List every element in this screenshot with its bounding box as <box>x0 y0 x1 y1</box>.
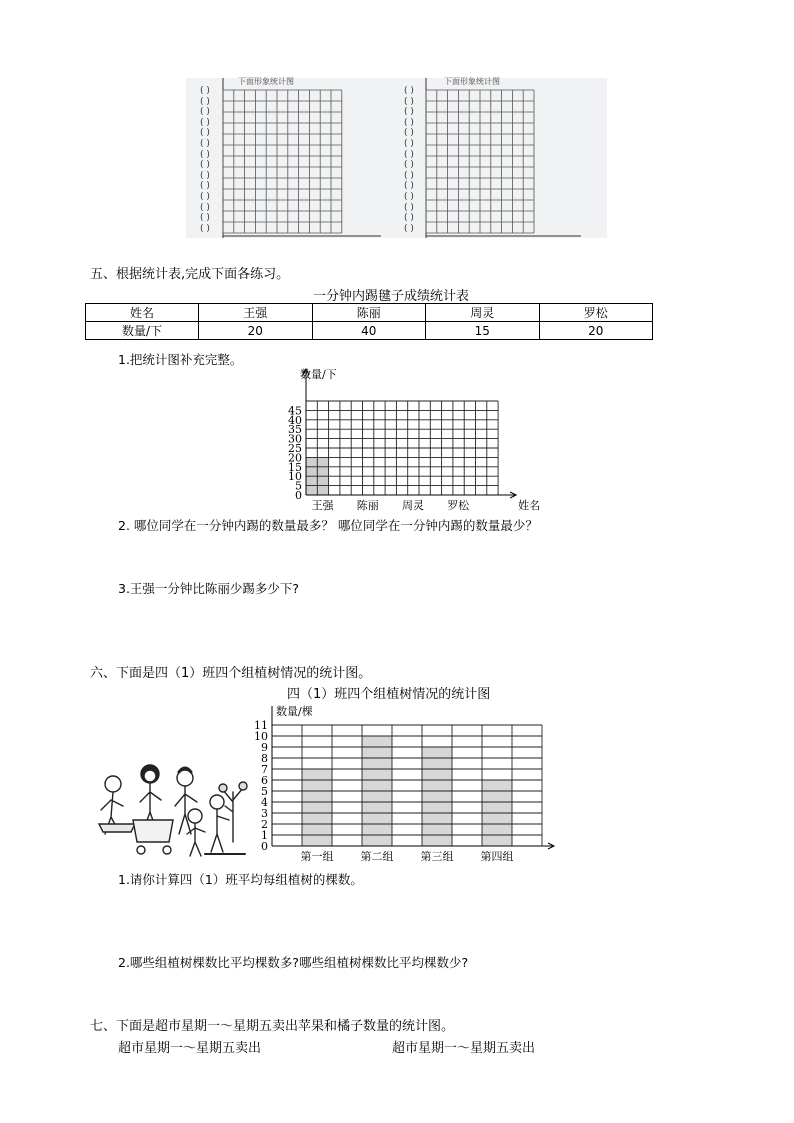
right-grid-title: 下面形象统计图 <box>444 77 500 86</box>
y-tick-label: 35 <box>288 423 302 437</box>
blank-paren: ( ) <box>200 223 210 234</box>
y-tick-label: 40 <box>288 413 302 427</box>
y-tick-label: 2 <box>261 818 268 831</box>
blank-paren: ( ) <box>200 149 210 160</box>
blank-paren: ( ) <box>200 138 210 149</box>
blank-paren: ( ) <box>200 160 210 171</box>
blank-paren: ( ) <box>404 149 414 160</box>
x-tick-label: 罗松 <box>447 499 470 512</box>
top-chart-image <box>186 78 607 238</box>
section7-right-caption: 超市星期一～星期五卖出 <box>392 1041 536 1056</box>
blank-paren: ( ) <box>200 202 210 213</box>
section5-heading: 五、根据统计表,完成下面各练习。 <box>90 267 290 282</box>
x-tick-label: 第四组 <box>480 850 514 863</box>
right-paren-column <box>404 86 414 234</box>
section6-heading: 六、下面是四（1）班四个组植树情况的统计图。 <box>90 666 372 681</box>
y-tick-label: 3 <box>261 807 268 820</box>
blank-paren: ( ) <box>200 181 210 192</box>
kick-count-chart <box>270 365 541 515</box>
y-axis-label: 数量/棵 <box>276 705 313 718</box>
blank-paren: ( ) <box>404 181 414 192</box>
y-tick-label: 0 <box>261 840 268 853</box>
y-tick-label: 30 <box>288 432 302 446</box>
x-tick-label: 第二组 <box>360 850 394 863</box>
y-tick-label: 25 <box>288 442 302 455</box>
y-axis-label: 数量/下 <box>300 368 337 381</box>
blank-paren: ( ) <box>404 202 414 213</box>
left-grid-title: 下面形象统计图 <box>238 77 294 86</box>
children-illustration <box>95 762 255 862</box>
blank-paren: ( ) <box>200 96 210 107</box>
blank-paren: ( ) <box>404 96 414 107</box>
section6-question-2: 2.哪些组植树棵数比平均棵数多?哪些组植树棵数比平均棵数少? <box>118 955 469 970</box>
blank-paren: ( ) <box>404 160 414 171</box>
blank-paren: ( ) <box>200 107 210 118</box>
x-tick-label: 陈丽 <box>356 499 379 512</box>
y-tick-label: 6 <box>261 774 268 787</box>
y-tick-label: 4 <box>261 796 268 809</box>
blank-paren: ( ) <box>404 138 414 149</box>
x-tick-label: 周灵 <box>402 499 424 512</box>
table-value-cell: 20 <box>199 322 313 340</box>
y-tick-label: 5 <box>261 785 268 798</box>
y-tick-label: 7 <box>261 763 268 776</box>
table-value-cell: 40 <box>312 322 426 340</box>
y-tick-label: 8 <box>261 752 268 765</box>
y-tick-label: 1 <box>261 829 268 842</box>
section5-question-3: 3.王强一分钟比陈丽少踢多少下? <box>118 581 300 596</box>
y-tick-label: 5 <box>295 479 302 493</box>
y-tick-label: 9 <box>261 741 268 754</box>
blank-paren: ( ) <box>404 107 414 118</box>
x-tick-label: 王强 <box>311 499 334 512</box>
blank-paren: ( ) <box>404 191 414 202</box>
stat-table <box>85 303 653 340</box>
blank-paren: ( ) <box>404 117 414 128</box>
table-header-cell: 姓名 <box>86 304 199 322</box>
blank-paren: ( ) <box>404 128 414 139</box>
tree-chart-title: 四（1）班四个组植树情况的统计图 <box>287 687 491 702</box>
top-grids <box>186 78 607 238</box>
tree-planting-chart <box>240 702 560 862</box>
table-row <box>86 304 653 322</box>
bar <box>302 769 332 846</box>
y-tick-label: 10 <box>288 470 302 484</box>
table-name-cell: 陈丽 <box>312 304 426 322</box>
y-tick-label: 0 <box>295 489 302 502</box>
blank-paren: ( ) <box>404 223 414 234</box>
table-name-cell: 周灵 <box>426 304 540 322</box>
blank-paren: ( ) <box>404 86 414 96</box>
stat-table-title: 一分钟内踢毽子成绩统计表 <box>313 289 470 304</box>
x-tick-label: 第一组 <box>300 850 334 863</box>
section7-heading: 七、下面是超市星期一～星期五卖出苹果和橘子数量的统计图。 <box>90 1019 455 1034</box>
blank-paren: ( ) <box>404 170 414 181</box>
table-name-cell: 罗松 <box>539 304 653 322</box>
y-tick-label: 15 <box>288 460 302 474</box>
blank-paren: ( ) <box>200 213 210 224</box>
blank-paren: ( ) <box>404 213 414 224</box>
section6-question-1: 1.请你计算四（1）班平均每组植树的棵数。 <box>118 872 363 887</box>
table-name-cell: 王强 <box>199 304 313 322</box>
blank-paren: ( ) <box>200 170 210 181</box>
y-tick-label: 11 <box>254 719 268 732</box>
blank-paren: ( ) <box>200 128 210 139</box>
left-paren-column <box>200 86 210 234</box>
blank-paren: ( ) <box>200 86 210 96</box>
y-tick-label: 20 <box>288 451 302 465</box>
x-axis-label: 姓名 <box>518 499 541 512</box>
bar <box>422 747 452 846</box>
y-tick-label: 45 <box>288 404 302 418</box>
section5-question-1: 1.把统计图补充完整。 <box>118 352 243 367</box>
x-tick-label: 第三组 <box>420 850 454 863</box>
section5-question-2: 2. 哪位同学在一分钟内踢的数量最多？ 哪位同学在一分钟内踢的数量最少？ <box>118 518 538 533</box>
table-row-label: 数量/下 <box>86 322 199 340</box>
y-tick-label: 10 <box>254 730 268 743</box>
table-row <box>86 322 653 340</box>
table-value-cell: 20 <box>539 322 653 340</box>
blank-paren: ( ) <box>200 117 210 128</box>
table-value-cell: 15 <box>426 322 540 340</box>
section7-left-caption: 超市星期一～星期五卖出 <box>118 1041 262 1056</box>
blank-paren: ( ) <box>200 191 210 202</box>
